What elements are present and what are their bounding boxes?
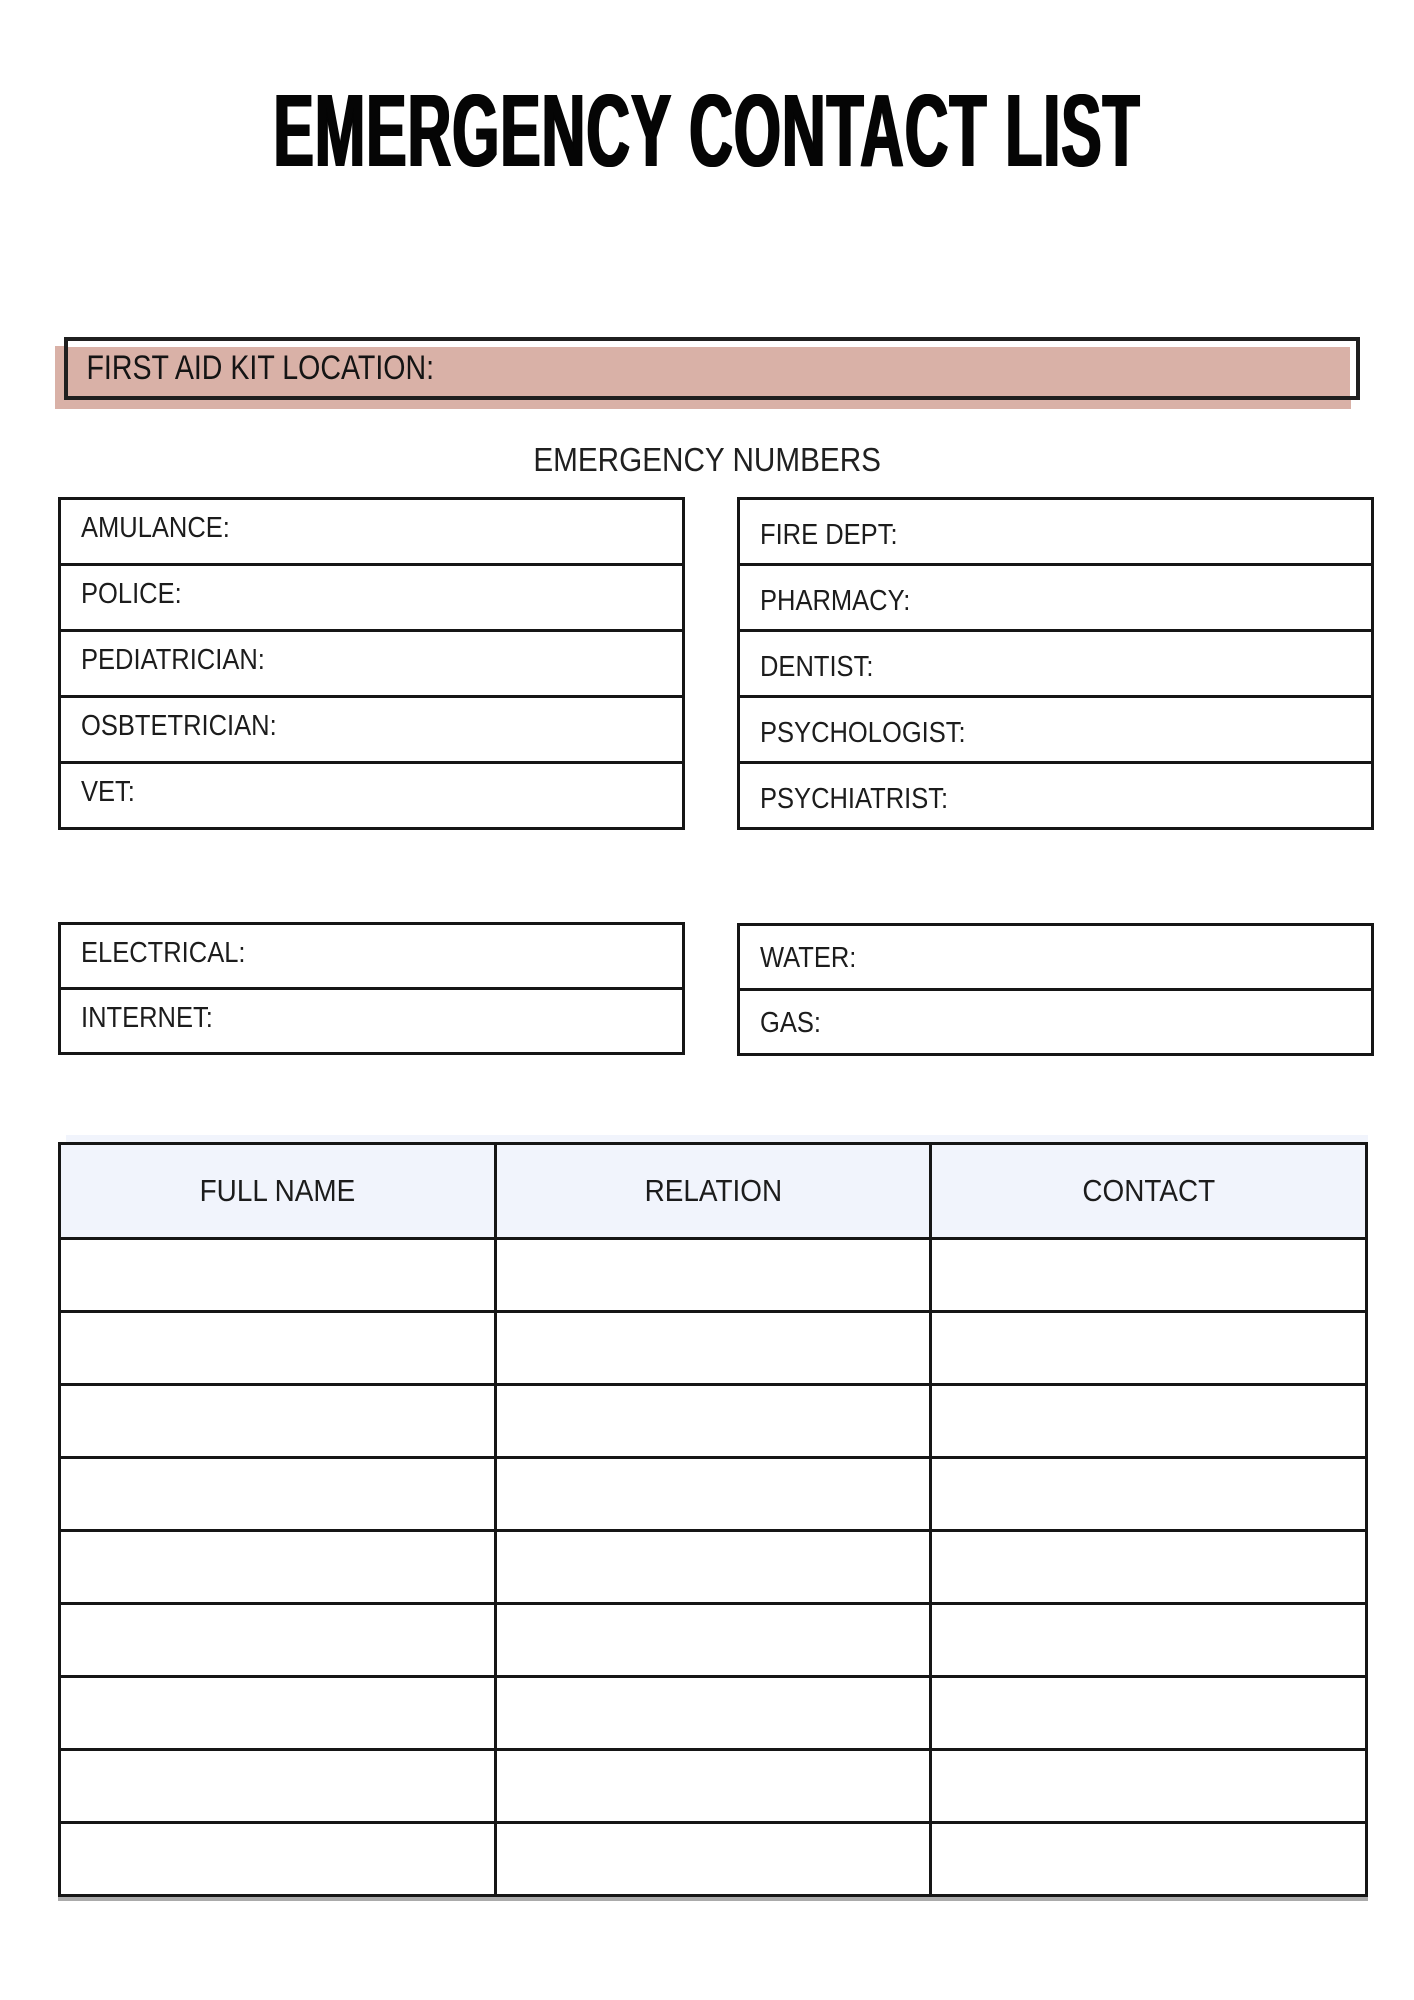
page-title — [0, 73, 1414, 188]
cell-relation[interactable] — [495, 1677, 931, 1750]
field-psychiatrist-label: PSYCHIATRIST: — [760, 783, 949, 815]
field-electrical[interactable] — [58, 922, 685, 990]
contact-row — [60, 1385, 1367, 1458]
cell-contact[interactable] — [931, 1677, 1367, 1750]
cell-full-name[interactable] — [60, 1604, 496, 1677]
contact-row — [60, 1531, 1367, 1604]
utilities-right-column — [737, 923, 1374, 1056]
cell-contact[interactable] — [931, 1312, 1367, 1385]
utilities-left-column — [58, 922, 685, 1055]
cell-contact[interactable] — [931, 1531, 1367, 1604]
field-police-label: POLICE: — [81, 578, 182, 610]
contact-row — [60, 1312, 1367, 1385]
contact-row — [60, 1750, 1367, 1823]
first-aid-kit-location-label: FIRST AID KIT LOCATION: — [86, 349, 435, 387]
field-electrical-label: ELECTRICAL: — [81, 937, 246, 969]
cell-full-name[interactable] — [60, 1458, 496, 1531]
field-psychologist-label: PSYCHOLOGIST: — [760, 717, 966, 749]
col-header-relation-text: RELATION — [644, 1173, 782, 1208]
contact-row — [60, 1239, 1367, 1312]
cell-relation[interactable] — [495, 1385, 931, 1458]
field-pediatrician-label: PEDIATRICIAN: — [81, 644, 265, 676]
page-title-text: EMERGENCY CONTACT LIST — [273, 73, 1141, 188]
cell-full-name[interactable] — [60, 1312, 496, 1385]
cell-contact[interactable] — [931, 1385, 1367, 1458]
cell-full-name[interactable] — [60, 1239, 496, 1312]
cell-full-name[interactable] — [60, 1823, 496, 1896]
col-header-contact — [931, 1144, 1367, 1239]
field-pharmacy[interactable] — [737, 563, 1374, 632]
field-pharmacy-label: PHARMACY: — [760, 585, 911, 617]
field-pediatrician[interactable] — [58, 629, 685, 698]
field-osbtetrician[interactable] — [58, 695, 685, 764]
cell-relation[interactable] — [495, 1458, 931, 1531]
contact-row — [60, 1604, 1367, 1677]
cell-contact[interactable] — [931, 1458, 1367, 1531]
first-aid-kit-location-bar — [64, 337, 1360, 400]
col-header-full-name — [60, 1144, 496, 1239]
emergency-numbers-heading-text: EMERGENCY NUMBERS — [533, 441, 881, 478]
field-police[interactable] — [58, 563, 685, 632]
contact-row — [60, 1823, 1367, 1896]
cell-relation[interactable] — [495, 1604, 931, 1677]
cell-relation[interactable] — [495, 1750, 931, 1823]
field-psychiatrist[interactable] — [737, 761, 1374, 830]
contact-row — [60, 1458, 1367, 1531]
field-dentist-label: DENTIST: — [760, 651, 874, 683]
contacts-table-header-row — [60, 1144, 1367, 1239]
field-psychologist[interactable] — [737, 695, 1374, 764]
emergency-numbers-left-column — [58, 497, 685, 830]
emergency-numbers-right-column — [737, 497, 1374, 830]
field-amulance[interactable] — [58, 497, 685, 566]
field-gas[interactable] — [737, 988, 1374, 1056]
first-aid-kit-location-input[interactable] — [504, 341, 1356, 396]
field-fire-dept[interactable] — [737, 497, 1374, 566]
field-amulance-label: AMULANCE: — [81, 512, 230, 544]
col-header-relation — [495, 1144, 931, 1239]
field-gas-label: GAS: — [760, 1007, 821, 1039]
col-header-contact-text: CONTACT — [1082, 1173, 1216, 1208]
field-osbtetrician-label: OSBTETRICIAN: — [81, 710, 277, 742]
cell-relation[interactable] — [495, 1823, 931, 1896]
cell-contact[interactable] — [931, 1750, 1367, 1823]
field-vet[interactable] — [58, 761, 685, 830]
field-water[interactable] — [737, 923, 1374, 991]
field-water-label: WATER: — [760, 942, 857, 974]
field-internet[interactable] — [58, 987, 685, 1055]
contacts-table-body — [60, 1239, 1367, 1896]
cell-contact[interactable] — [931, 1604, 1367, 1677]
emergency-numbers-heading — [0, 441, 1414, 479]
field-dentist[interactable] — [737, 629, 1374, 698]
cell-full-name[interactable] — [60, 1677, 496, 1750]
cell-relation[interactable] — [495, 1312, 931, 1385]
cell-full-name[interactable] — [60, 1750, 496, 1823]
cell-full-name[interactable] — [60, 1531, 496, 1604]
field-internet-label: INTERNET: — [81, 1002, 213, 1034]
col-header-full-name-text: FULL NAME — [199, 1173, 356, 1208]
cell-relation[interactable] — [495, 1531, 931, 1604]
cell-relation[interactable] — [495, 1239, 931, 1312]
cell-full-name[interactable] — [60, 1385, 496, 1458]
contact-row — [60, 1677, 1367, 1750]
contacts-table-wrap — [58, 1142, 1368, 1897]
cell-contact[interactable] — [931, 1239, 1367, 1312]
field-vet-label: VET: — [81, 776, 135, 808]
contacts-table — [58, 1142, 1368, 1897]
cell-contact[interactable] — [931, 1823, 1367, 1896]
field-fire-dept-label: FIRE DEPT: — [760, 519, 898, 551]
